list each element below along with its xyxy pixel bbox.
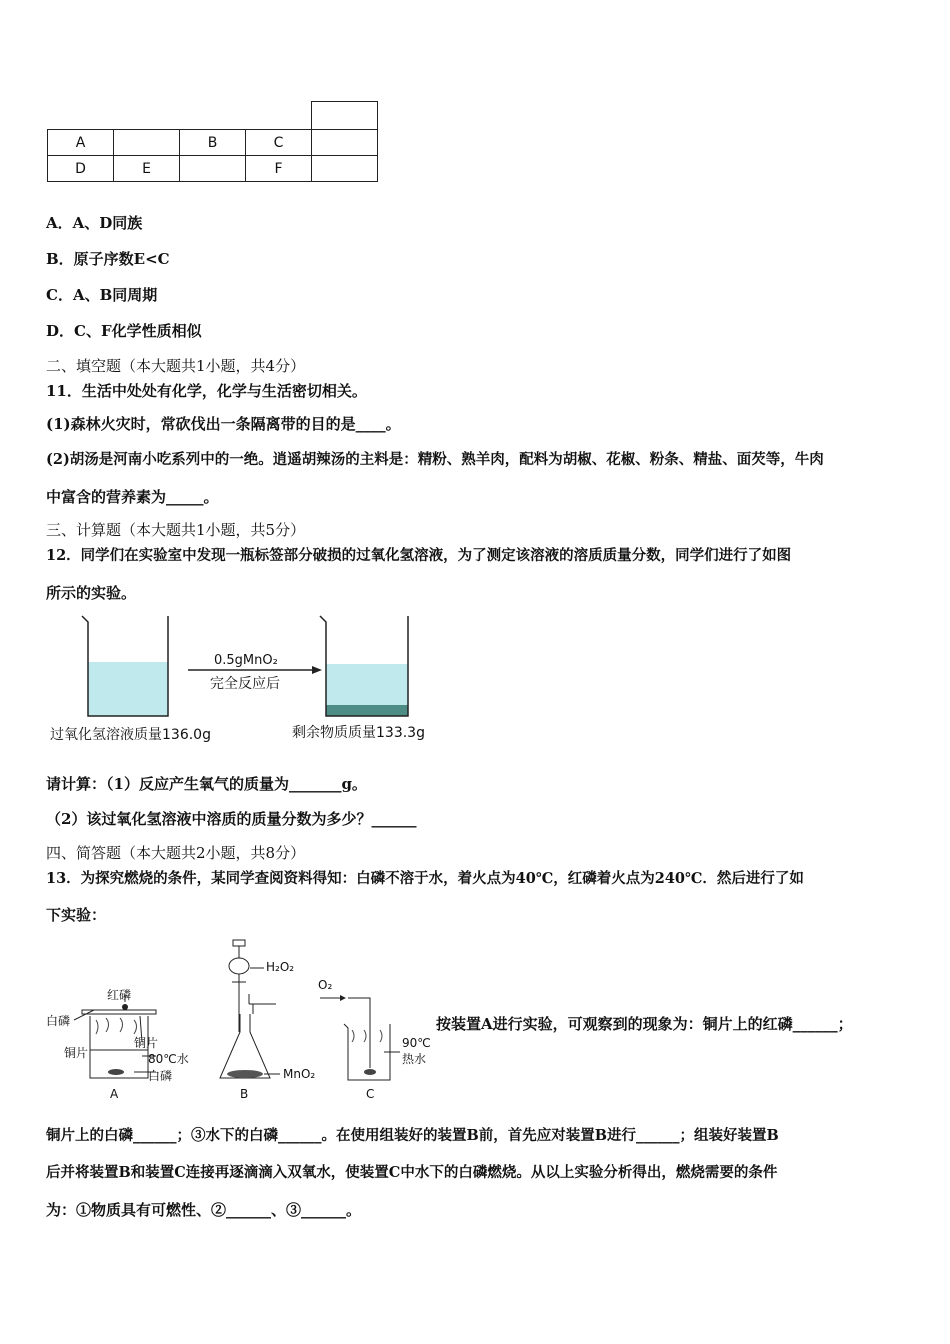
copper-label-left: 铜片 <box>64 1046 89 1060</box>
question-13-text-line3: 为：①物质具有可燃性、②______、③______。 <box>46 1201 362 1219</box>
table-row <box>48 130 378 156</box>
table-row <box>48 156 378 182</box>
h2o2-label: H₂O₂ <box>266 960 295 974</box>
white-phosphorus-under-water-label: 白磷 <box>148 1069 173 1083</box>
mno2-label: MnO₂ <box>283 1067 316 1081</box>
cell-empty <box>312 156 378 182</box>
cell-e: E <box>114 156 180 182</box>
section-title: 三、计算题（本大题共1小题，共5分） <box>46 521 306 539</box>
left-beaker-label: 过氧化氢溶液质量136.0g <box>50 727 211 743</box>
cell-empty <box>180 156 246 182</box>
red-phosphorus-label: 红磷 <box>107 988 132 1002</box>
question-12: 12．同学们在实验室中发现一瓶标签部分破损的过氧化氢溶液，为了测定该溶液的溶质质量分数，同学们进行了如图 <box>46 547 792 564</box>
question-11-part2-cont: 中富含的营养素为_____。 <box>46 488 219 506</box>
reagent-label: 0.5gMnO₂ <box>214 653 278 668</box>
condition-label: 完全反应后 <box>210 676 280 692</box>
section-title: 四、简答题（本大题共2小题，共8分） <box>46 844 306 862</box>
table-top-cell <box>311 101 378 130</box>
option-b: B．原子序数E<C <box>46 250 170 268</box>
question-11-part2: (2)胡汤是河南小吃系列中的一绝。逍遥胡辣汤的主料是：精粉、熟羊肉，配料为胡椒、花椒、粉条、精盐、面芡等，牛肉 <box>46 451 824 468</box>
temp-90-label: 90℃ <box>402 1036 431 1050</box>
cell-empty <box>312 130 378 156</box>
cell-d: D <box>48 156 114 182</box>
apparatus-a-label: A <box>110 1087 119 1101</box>
question-12-cont: 所示的实验。 <box>46 584 137 602</box>
question-13-text-line2: 后并将装置B和装置C连接再逐滴滴入双氧水，使装置C中水下的白磷燃烧。从以上实验分析得出，燃烧需要的条件 <box>46 1164 778 1181</box>
apparatus-c-label: C <box>366 1087 375 1101</box>
question-13-cont: 下实验： <box>46 906 107 924</box>
question-11-part1: (1)森林火灾时，常砍伐出一条隔离带的目的是____。 <box>46 415 401 433</box>
cell-b: B <box>180 130 246 156</box>
white-phosphorus-label: 白磷 <box>46 1014 71 1028</box>
cell-f: F <box>246 156 312 182</box>
right-beaker-label: 剩余物质质量133.3g <box>292 725 425 741</box>
apparatus-b-label: B <box>240 1087 249 1101</box>
question-13-text-line1: 铜片上的白磷______；③水下的白磷______。在使用组装好的装置B前，首先应对装置B进行______；组装好装置B <box>46 1127 779 1144</box>
question-13: 13．为探究燃烧的条件，某同学查阅资料得知：白磷不溶于水，着火点为40℃，红磷着火点为240℃．然后进行了如 <box>46 870 804 887</box>
question-13-side-text: 按装置A进行实验，可观察到的现象为：铜片上的红磷______； <box>436 1015 853 1033</box>
section-title: 二、填空题（本大题共1小题，共4分） <box>46 357 306 375</box>
cell-a: A <box>48 130 114 156</box>
question-12-part1: 请计算：（1）反应产生氧气的质量为_______g。 <box>46 775 367 793</box>
combustion-apparatus-figure <box>44 932 436 1104</box>
cell-c: C <box>246 130 312 156</box>
water-80-label: 80℃水 <box>148 1052 189 1066</box>
periodic-table-fragment <box>47 129 378 182</box>
copper-label: 铜片 <box>134 1036 159 1050</box>
question-11: 11．生活中处处有化学，化学与生活密切相关。 <box>46 382 367 400</box>
hot-water-label: 热水 <box>402 1052 427 1066</box>
option-d: D．C、F化学性质相似 <box>46 322 202 340</box>
option-c: C．A、B同周期 <box>46 286 158 304</box>
question-12-part2: （2）该过氧化氢溶液中溶质的质量分数为多少？______ <box>46 810 417 828</box>
o2-label: O₂ <box>318 978 333 992</box>
option-a: A．A、D同族 <box>46 214 143 232</box>
cell-empty <box>114 130 180 156</box>
